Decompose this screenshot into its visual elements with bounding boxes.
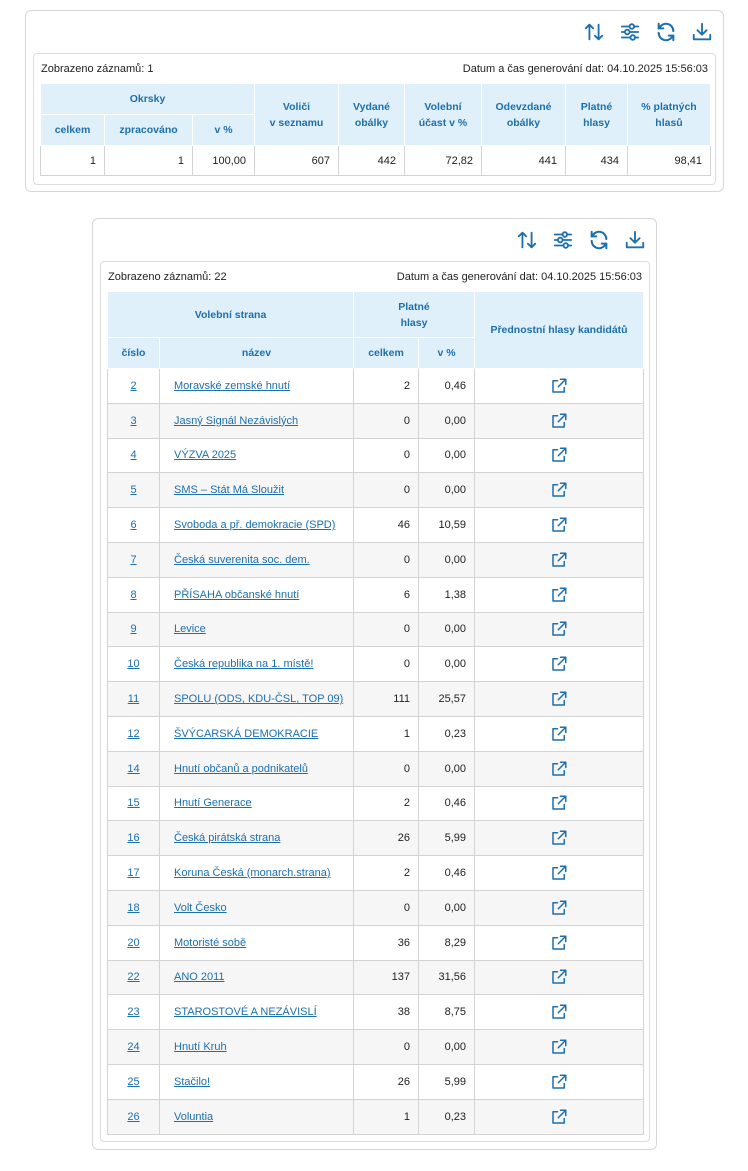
cell-nazev (160, 751, 354, 786)
party-number-link[interactable]: 16 (127, 832, 140, 845)
party-number-link[interactable]: 10 (127, 658, 140, 671)
header-pct-platnych: % platných hlasů (628, 84, 711, 146)
header-okrsky: Okrsky (41, 84, 255, 115)
download-icon[interactable] (624, 229, 646, 251)
party-name-link[interactable]: PŘÍSAHA občanské hnutí (174, 588, 300, 601)
external-link-icon[interactable] (550, 1111, 568, 1123)
header-odevzdane-obalky: Odevzdané obálky (482, 84, 566, 146)
parties-table-body (108, 369, 644, 1135)
cell-cislo (108, 369, 160, 404)
cell-celkem: 0 (354, 542, 419, 577)
party-name-link[interactable]: SMS – Stát Má Sloužit (174, 484, 285, 497)
external-link-icon[interactable] (550, 797, 568, 809)
party-name-link[interactable]: ŠVÝCARSKÁ DEMOKRACIE (174, 727, 319, 740)
cell-cislo (108, 995, 160, 1030)
cell-v-pct: 5,99 (419, 821, 475, 856)
table-row (108, 647, 644, 682)
summary-panel (25, 10, 724, 192)
external-link-icon[interactable] (550, 971, 568, 983)
cell-volici: 607 (255, 146, 339, 176)
external-link-icon[interactable] (550, 937, 568, 949)
cell-v-pct: 0,00 (419, 612, 475, 647)
cell-celkem: 2 (354, 369, 419, 404)
party-number-link[interactable]: 14 (127, 762, 140, 775)
cell-nazev (160, 369, 354, 404)
header-celkem: celkem (354, 338, 419, 369)
party-name-link[interactable]: Voluntia (174, 1110, 214, 1123)
cell-prednostni (475, 856, 644, 891)
cell-nazev (160, 682, 354, 717)
party-name-link[interactable]: Volt Česko (174, 901, 227, 914)
table-row (108, 473, 644, 508)
cell-v-pct: 0,00 (419, 647, 475, 682)
parties-toolbar (516, 229, 646, 251)
cell-prednostni (475, 473, 644, 508)
cell-v-pct: 1,38 (419, 577, 475, 612)
party-name-link[interactable]: Hnutí Kruh (174, 1041, 227, 1054)
cell-nazev (160, 508, 354, 543)
party-number-link[interactable]: 25 (127, 1075, 140, 1088)
cell-prednostni (475, 1030, 644, 1065)
party-name-link[interactable]: Česká republika na 1. místě! (174, 658, 314, 671)
party-number-link[interactable]: 23 (127, 1006, 140, 1019)
external-link-icon[interactable] (550, 554, 568, 566)
cell-nazev (160, 473, 354, 508)
cell-cislo (108, 960, 160, 995)
parties-panel (92, 218, 657, 1150)
cell-prednostni (475, 751, 644, 786)
cell-prednostni (475, 716, 644, 751)
header-volici: Voliči v seznamu (255, 84, 339, 146)
table-row (41, 146, 711, 176)
party-number-link[interactable]: 20 (127, 936, 140, 949)
party-name-link[interactable]: SPOLU (ODS, KDU-ČSL, TOP 09) (174, 693, 344, 706)
cell-prednostni (475, 577, 644, 612)
summary-toolbar (583, 21, 713, 43)
external-link-icon[interactable] (550, 1076, 568, 1088)
cell-celkem: 0 (354, 438, 419, 473)
party-name-link[interactable]: Jasný Signál Nezávislých (174, 414, 299, 427)
party-number-link[interactable]: 4 (130, 449, 137, 462)
cell-cislo (108, 751, 160, 786)
cell-celkem: 111 (354, 682, 419, 717)
cell-prednostni (475, 542, 644, 577)
table-row (108, 716, 644, 751)
table-row (108, 751, 644, 786)
party-name-link[interactable]: VÝZVA 2025 (174, 449, 237, 462)
party-number-link[interactable]: 11 (127, 693, 140, 706)
cell-v-pct: 0,46 (419, 786, 475, 821)
header-platne-hlasy: Platné hlasy (354, 292, 475, 338)
cell-prednostni (475, 682, 644, 717)
cell-prednostni (475, 438, 644, 473)
summary-table (40, 83, 711, 176)
party-number-link[interactable]: 8 (130, 588, 137, 601)
cell-nazev (160, 1030, 354, 1065)
table-row (108, 1030, 644, 1065)
cell-vydane-obalky: 442 (339, 146, 405, 176)
header-cislo: číslo (108, 338, 160, 369)
cell-prednostni (475, 786, 644, 821)
cell-v-pct: 5,99 (419, 1064, 475, 1099)
cell-cislo (108, 438, 160, 473)
table-row (108, 1064, 644, 1099)
cell-celkem: 38 (354, 995, 419, 1030)
cell-nazev (160, 577, 354, 612)
cell-prednostni (475, 508, 644, 543)
table-row (108, 821, 644, 856)
cell-prednostni (475, 960, 644, 995)
cell-nazev (160, 925, 354, 960)
party-name-link[interactable]: Koruna Česká (monarch.strana) (174, 867, 331, 880)
cell-cislo (108, 1099, 160, 1134)
cell-celkem: 0 (354, 612, 419, 647)
filter-sliders-icon[interactable] (552, 229, 574, 251)
parties-generated-time: Datum a čas generování dat: 04.10.2025 15:56:03 (396, 271, 642, 283)
cell-v-pct: 8,75 (419, 995, 475, 1030)
table-row (108, 856, 644, 891)
cell-nazev (160, 647, 354, 682)
external-link-icon[interactable] (550, 1006, 568, 1018)
party-name-link[interactable]: Levice (174, 623, 206, 636)
cell-celkem: 0 (354, 647, 419, 682)
cell-cislo (108, 508, 160, 543)
cell-celkem: 2 (354, 786, 419, 821)
filter-sliders-icon[interactable] (619, 21, 641, 43)
cell-v-pct: 0,00 (419, 542, 475, 577)
party-number-link[interactable]: 9 (130, 623, 137, 636)
table-row (108, 995, 644, 1030)
table-row (108, 1099, 644, 1134)
party-name-link[interactable]: Motoristé sobě (174, 936, 247, 949)
cell-nazev (160, 821, 354, 856)
header-okrsky-v-pct: v % (193, 115, 255, 146)
table-row (108, 438, 644, 473)
summary-generated-time: Datum a čas generování dat: 04.10.2025 15:56:03 (462, 63, 708, 75)
table-row (108, 925, 644, 960)
cell-cislo (108, 1030, 160, 1065)
cell-okrsky-v-pct: 100,00 (193, 146, 255, 176)
cell-nazev (160, 1099, 354, 1134)
cell-cislo (108, 682, 160, 717)
cell-nazev (160, 890, 354, 925)
cell-nazev (160, 542, 354, 577)
cell-nazev (160, 1064, 354, 1099)
summary-records-count: Zobrazeno záznamů: 1 (41, 63, 154, 75)
cell-v-pct: 0,00 (419, 751, 475, 786)
cell-celkem: 0 (354, 473, 419, 508)
cell-cislo (108, 1064, 160, 1099)
cell-prednostni (475, 369, 644, 404)
party-name-link[interactable]: Hnutí občanů a podnikatelů (174, 762, 308, 775)
cell-celkem: 137 (354, 960, 419, 995)
party-number-link[interactable]: 22 (127, 971, 140, 984)
table-row (108, 369, 644, 404)
external-link-icon[interactable] (550, 902, 568, 914)
external-link-icon[interactable] (550, 484, 568, 496)
cell-prednostni (475, 647, 644, 682)
cell-cislo (108, 925, 160, 960)
external-link-icon[interactable] (550, 1041, 568, 1053)
refresh-icon[interactable] (588, 229, 610, 251)
external-link-icon[interactable] (550, 763, 568, 775)
cell-celkem: 6 (354, 577, 419, 612)
party-number-link[interactable]: 3 (130, 414, 137, 427)
external-link-icon[interactable] (550, 415, 568, 427)
header-platne-hlasy: Platné hlasy (566, 84, 628, 146)
table-row (108, 403, 644, 438)
cell-celkem: 0 (354, 1030, 419, 1065)
cell-v-pct: 0,23 (419, 716, 475, 751)
external-link-icon[interactable] (550, 589, 568, 601)
party-name-link[interactable]: Stačilo! (174, 1075, 211, 1088)
cell-nazev (160, 403, 354, 438)
cell-celkem: 0 (354, 751, 419, 786)
external-link-icon[interactable] (550, 728, 568, 740)
cell-nazev (160, 716, 354, 751)
header-prednostni-hlasy: Přednostní hlasy kandidátů (475, 292, 644, 369)
table-row (108, 577, 644, 612)
cell-v-pct: 0,00 (419, 890, 475, 925)
cell-v-pct: 10,59 (419, 508, 475, 543)
party-number-link[interactable]: 15 (127, 797, 140, 810)
cell-platne-hlasy: 434 (566, 146, 628, 176)
cell-v-pct: 0,46 (419, 856, 475, 891)
external-link-icon[interactable] (550, 380, 568, 392)
party-name-link[interactable]: Hnutí Generace (174, 797, 252, 810)
header-v-pct: v % (419, 338, 475, 369)
cell-v-pct: 0,00 (419, 438, 475, 473)
party-name-link[interactable]: ANO 2011 (174, 971, 225, 984)
summary-table-box (33, 53, 716, 185)
cell-celkem: 0 (354, 890, 419, 925)
external-link-icon[interactable] (550, 623, 568, 635)
table-row (108, 890, 644, 925)
party-number-link[interactable]: 5 (130, 484, 137, 497)
sort-icon[interactable] (583, 21, 605, 43)
cell-cislo (108, 786, 160, 821)
cell-prednostni (475, 995, 644, 1030)
cell-prednostni (475, 1099, 644, 1134)
external-link-icon[interactable] (550, 519, 568, 531)
parties-table (107, 291, 644, 1135)
cell-cislo (108, 577, 160, 612)
party-name-link[interactable]: STAROSTOVÉ A NEZÁVISLÍ (174, 1006, 317, 1019)
cell-v-pct: 0,00 (419, 403, 475, 438)
table-row (108, 542, 644, 577)
cell-v-pct: 0,00 (419, 1030, 475, 1065)
cell-v-pct: 0,46 (419, 369, 475, 404)
cell-celkem: 46 (354, 508, 419, 543)
party-number-link[interactable]: 6 (130, 519, 137, 532)
cell-v-pct: 0,00 (419, 473, 475, 508)
external-link-icon[interactable] (550, 867, 568, 879)
cell-cislo (108, 612, 160, 647)
party-number-link[interactable]: 17 (127, 867, 140, 880)
header-volebni-strana: Volební strana (108, 292, 354, 338)
cell-v-pct: 25,57 (419, 682, 475, 717)
external-link-icon[interactable] (550, 658, 568, 670)
cell-prednostni (475, 612, 644, 647)
cell-v-pct: 31,56 (419, 960, 475, 995)
cell-nazev (160, 438, 354, 473)
table-row (108, 612, 644, 647)
party-name-link[interactable]: Česká suverenita soc. dem. (174, 553, 310, 566)
sort-icon[interactable] (516, 229, 538, 251)
table-row (108, 508, 644, 543)
header-nazev: název (160, 338, 354, 369)
cell-v-pct: 0,23 (419, 1099, 475, 1134)
parties-table-box (100, 261, 650, 1142)
cell-celkem: 1 (354, 716, 419, 751)
party-number-link[interactable]: 12 (127, 727, 140, 740)
cell-volebni-ucast: 72,82 (405, 146, 482, 176)
download-icon[interactable] (691, 21, 713, 43)
cell-celkem: 1 (354, 1099, 419, 1134)
cell-cislo (108, 821, 160, 856)
cell-nazev (160, 612, 354, 647)
header-okrsky-zpracovano: zpracováno (105, 115, 193, 146)
cell-nazev (160, 995, 354, 1030)
table-row (108, 682, 644, 717)
header-volebni-ucast: Volební účast v % (405, 84, 482, 146)
cell-prednostni (475, 1064, 644, 1099)
cell-cislo (108, 473, 160, 508)
party-number-link[interactable]: 7 (130, 553, 137, 566)
cell-celkem: 26 (354, 1064, 419, 1099)
table-row (108, 960, 644, 995)
cell-v-pct: 8,29 (419, 925, 475, 960)
cell-celkem: 36 (354, 925, 419, 960)
cell-cislo (108, 856, 160, 891)
cell-celkem: 2 (354, 856, 419, 891)
party-number-link[interactable]: 2 (130, 379, 137, 392)
cell-nazev (160, 856, 354, 891)
cell-cislo (108, 542, 160, 577)
external-link-icon[interactable] (550, 832, 568, 844)
external-link-icon[interactable] (550, 693, 568, 705)
cell-celkem: 26 (354, 821, 419, 856)
cell-prednostni (475, 403, 644, 438)
cell-cislo (108, 403, 160, 438)
party-name-link[interactable]: Svoboda a př. demokracie (SPD) (174, 519, 336, 532)
cell-celkem: 0 (354, 403, 419, 438)
cell-odevzdane-obalky: 441 (482, 146, 566, 176)
cell-prednostni (475, 821, 644, 856)
cell-prednostni (475, 890, 644, 925)
party-number-link[interactable]: 24 (127, 1041, 140, 1054)
cell-pct-platnych: 98,41 (628, 146, 711, 176)
party-name-link[interactable]: Česká pirátská strana (174, 832, 281, 845)
cell-prednostni (475, 925, 644, 960)
party-number-link[interactable]: 18 (127, 901, 140, 914)
refresh-icon[interactable] (655, 21, 677, 43)
cell-nazev (160, 786, 354, 821)
cell-nazev (160, 960, 354, 995)
header-okrsky-celkem: celkem (41, 115, 105, 146)
cell-cislo (108, 890, 160, 925)
header-vydane-obalky: Vydané obálky (339, 84, 405, 146)
cell-okrsky-zpracovano: 1 (105, 146, 193, 176)
table-row (108, 786, 644, 821)
cell-cislo (108, 647, 160, 682)
cell-okrsky-celkem: 1 (41, 146, 105, 176)
external-link-icon[interactable] (550, 449, 568, 461)
cell-cislo (108, 716, 160, 751)
parties-records-count: Zobrazeno záznamů: 22 (108, 271, 227, 283)
party-name-link[interactable]: Moravské zemské hnutí (174, 379, 291, 392)
party-number-link[interactable]: 26 (127, 1110, 140, 1123)
